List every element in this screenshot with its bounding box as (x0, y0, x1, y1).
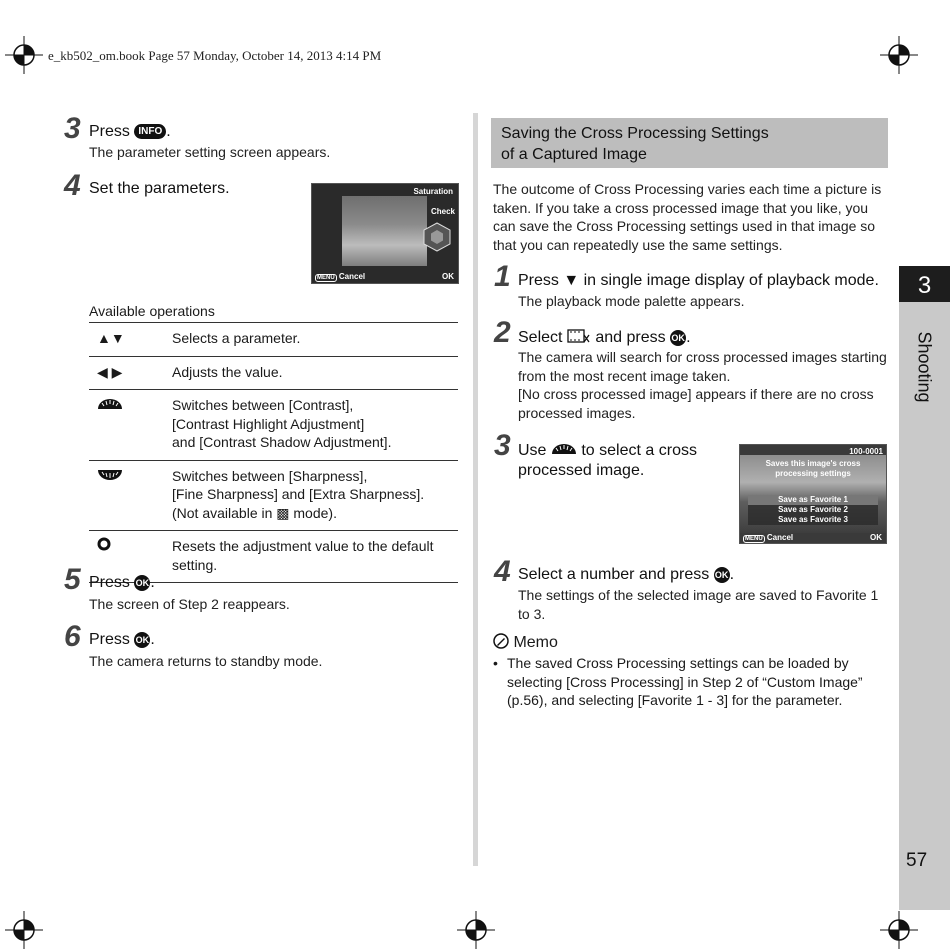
step-number: 6 (64, 620, 81, 653)
step-description: The camera returns to standby mode. (89, 653, 323, 669)
ok-button-icon: OK (670, 330, 686, 346)
cam-menu-key: MENU (317, 275, 335, 281)
sample-photo (342, 196, 427, 266)
registration-mark-icon (5, 36, 43, 74)
operations-caption: Available operations (89, 303, 215, 319)
table-row (89, 323, 458, 357)
cam-cancel-text: Cancel (338, 272, 366, 281)
step-number: 5 (64, 563, 81, 596)
bullet-icon: • (493, 655, 498, 671)
menu-item-favorite-1: Save as Favorite 1 (748, 495, 878, 505)
section-header (491, 118, 888, 168)
table-row (89, 356, 458, 390)
running-header: e_kb502_om.book Page 57 Monday, October 14, 2013 4:14 PM (48, 48, 382, 63)
step-number: 4 (64, 169, 81, 202)
memo-title: Memo (513, 634, 558, 651)
registration-mark-icon (457, 911, 495, 949)
section-intro: The outcome of Cross Processing varies each time a picture is taken. If you take a cross processed image that you like, you can save the Cross Processing settings used in that image so that you can repeatedly use the same settings. (493, 181, 882, 253)
step-title-punct: . (729, 566, 735, 583)
operations-table (89, 322, 458, 583)
registration-mark-icon (880, 36, 918, 74)
step-title (518, 441, 728, 481)
front-dial-icon (89, 390, 172, 461)
step-number: 3 (64, 112, 81, 145)
table-row (89, 390, 458, 461)
table-row (89, 460, 458, 531)
cam-menu-key: MENU (745, 536, 763, 542)
step-title: Press ▼ in single image display of playback mode. (518, 272, 879, 289)
rear-dial-icon (89, 460, 172, 531)
front-dial-icon (551, 443, 577, 455)
step-number: 1 (494, 260, 511, 293)
memo-text: The saved Cross Processing settings can be loaded by selecting [Cross Processing] in Step 2 of “Custom Image” (p.56), and selecting [Favorite 1 - 3] for the parameter. (507, 655, 863, 708)
step-title (518, 566, 734, 584)
step-title-text: Select (518, 329, 563, 346)
registration-mark-icon (5, 911, 43, 949)
op-desc: Resets the adjustment value to the default setting. (172, 531, 458, 583)
step-description: The playback mode palette appears. (518, 293, 745, 309)
step-description: The parameter setting screen appears. (89, 144, 331, 160)
section-title-line-2: of a Captured Image (501, 146, 647, 163)
step-title: Set the parameters. (89, 180, 230, 197)
step-number: 2 (494, 316, 511, 349)
step-description: The camera will search for cross processed images starting from the most recent image taken. [No cross processed image] appears if there are no cross processed images. (518, 349, 887, 421)
column-divider (473, 113, 478, 866)
step-title-text: Use (518, 442, 547, 459)
cam-ok-label: OK (870, 533, 882, 542)
page-number: 57 (906, 850, 928, 871)
step-title-punct: . (166, 123, 171, 140)
step-title-text: Press (89, 123, 130, 140)
step-title-text: Press (89, 631, 130, 648)
step-title-punct: . (150, 631, 155, 648)
cam-cancel-text: Cancel (766, 533, 794, 542)
op-desc: Selects a parameter. (172, 323, 458, 357)
memo-heading (493, 633, 558, 652)
step-title-text: and press (595, 329, 666, 346)
step-title-text: to select a cross processed image. (518, 442, 697, 479)
camera-screen-save-favorite (739, 444, 887, 544)
step-title (89, 123, 171, 141)
step-description: The screen of Step 2 reappears. (89, 596, 290, 612)
cam-ok-label: OK (442, 272, 454, 281)
menu-item-favorite-3: Save as Favorite 3 (778, 515, 848, 524)
op-key: ◀ ▶ (89, 356, 172, 390)
cam-label-saturation: Saturation (413, 187, 453, 196)
color-hexagon-icon (422, 222, 452, 252)
step-title (89, 631, 155, 649)
cam-cancel-label (315, 272, 365, 281)
step-number: 3 (494, 429, 511, 462)
chapter-label: Shooting (914, 331, 935, 403)
step-title (518, 328, 691, 347)
op-desc: Switches between [Sharpness], [Fine Sharpness] and [Extra Sharpness]. (Not available in ▩ mode). (172, 460, 458, 531)
step-title-text: Select a number and press (518, 566, 710, 583)
registration-mark-icon (880, 911, 918, 949)
info-button-icon: INFO (134, 124, 166, 139)
cam-save-prompt: Saves this image's cross processing settings (765, 459, 861, 478)
op-desc: Switches between [Contrast], [Contrast Highlight Adjustment] and [Contrast Shadow Adjustment]. (172, 390, 458, 461)
cross-processing-icon (567, 328, 591, 344)
op-key: ▲▼ (89, 323, 172, 357)
step-title (89, 574, 155, 592)
camera-screen-parameters (311, 183, 459, 284)
cam-file-number: 100-0001 (849, 447, 883, 456)
menu-item-favorite-2: Save as Favorite 2 (778, 505, 848, 514)
step-title-punct: . (150, 574, 155, 591)
cam-cancel-label (743, 533, 793, 542)
ok-button-icon: OK (714, 567, 730, 583)
section-title-line-1: Saving the Cross Processing Settings (501, 125, 769, 142)
op-desc: Adjusts the value. (172, 356, 458, 390)
cam-label-check: Check (430, 207, 455, 216)
step-number: 4 (494, 555, 511, 588)
memo-pencil-icon (493, 633, 509, 649)
ok-button-icon: OK (134, 575, 150, 591)
chapter-number: 3 (899, 266, 950, 302)
step-title-text: Press (89, 574, 130, 591)
step-title-punct: . (686, 329, 691, 346)
step-description: The settings of the selected image are saved to Favorite 1 to 3. (518, 587, 879, 622)
favorite-menu (748, 495, 878, 525)
ok-button-icon: OK (134, 632, 150, 648)
